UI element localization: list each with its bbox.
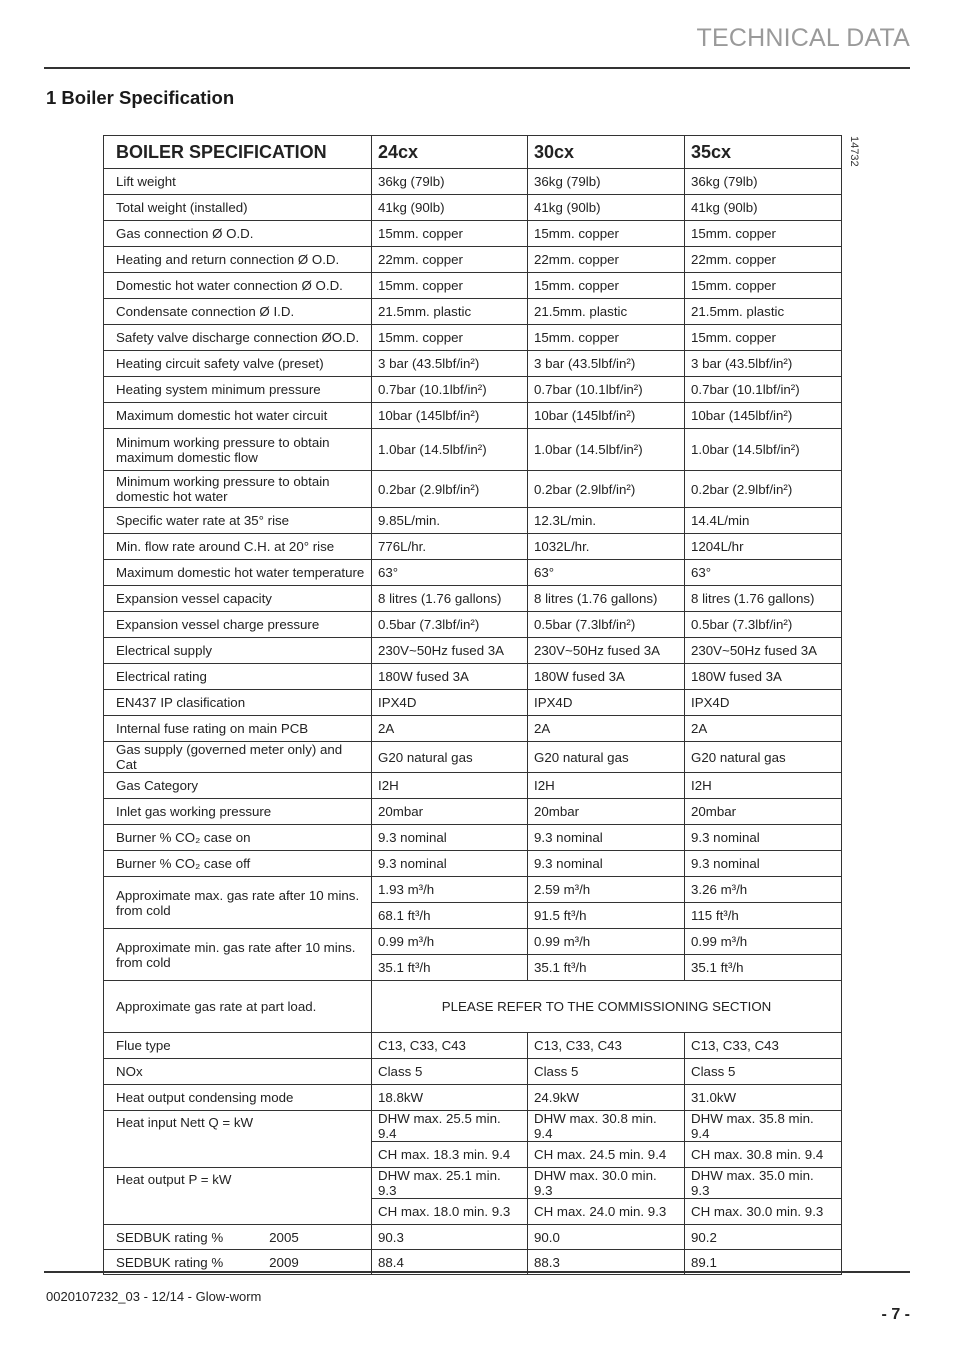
sedbuk-label: SEDBUK rating %: [116, 1254, 224, 1270]
header-30cx: 30cx: [528, 136, 685, 169]
cell-value: 9.3 nominal: [685, 825, 842, 851]
cell-value: 230V~50Hz fused 3A: [372, 638, 528, 664]
table-row: [104, 1225, 842, 1250]
table-row: [104, 508, 842, 534]
cell-value: 0.7bar (10.1lbf/in²): [372, 377, 528, 403]
cell-value: 18.8kW: [372, 1085, 528, 1111]
cell-value: C13, C33, C43: [528, 1033, 685, 1059]
row-label: Electrical rating: [104, 664, 372, 690]
table-row: [104, 351, 842, 377]
cell-value: IPX4D: [528, 690, 685, 716]
cell-value: 36kg (79lb): [528, 169, 685, 195]
cell-value: C13, C33, C43: [372, 1033, 528, 1059]
cell-value: 0.7bar (10.1lbf/in²): [685, 377, 842, 403]
cell-value: G20 natural gas: [685, 742, 842, 773]
table-row: [104, 825, 842, 851]
document-reference: 0020107232_03 - 12/14 - Glow-worm: [46, 1289, 262, 1304]
cell-value: 0.99 m³/h: [685, 929, 842, 955]
cell-value: 3.26 m³/h: [685, 877, 842, 903]
table-row: [104, 742, 842, 773]
row-label: Heat input Nett Q = kW: [104, 1111, 372, 1168]
cell-value: 230V~50Hz fused 3A: [685, 638, 842, 664]
cell-value: 15mm. copper: [372, 221, 528, 247]
cell-value: 15mm. copper: [372, 325, 528, 351]
cell-value: DHW max. 35.8 min. 9.4: [685, 1111, 842, 1142]
cell-value: 89.1: [685, 1250, 842, 1275]
header-rule: [44, 67, 910, 69]
cell-value: DHW max. 25.1 min. 9.3: [372, 1168, 528, 1199]
cell-value: 9.3 nominal: [685, 851, 842, 877]
cell-value: 8 litres (1.76 gallons): [372, 586, 528, 612]
cell-value: 1204L/hr: [685, 534, 842, 560]
cell-value: 8 litres (1.76 gallons): [528, 586, 685, 612]
sedbuk-year: 2009: [269, 1254, 299, 1270]
row-label: Heat output P = kW: [104, 1168, 372, 1225]
cell-value: DHW max. 35.0 min. 9.3: [685, 1168, 842, 1199]
cell-value: I2H: [372, 773, 528, 799]
cell-value: 90.2: [685, 1225, 842, 1250]
table-row: [104, 1111, 842, 1142]
table-row: [104, 664, 842, 690]
cell-value: 180W fused 3A: [528, 664, 685, 690]
cell-value: 63°: [528, 560, 685, 586]
cell-value: 2A: [685, 716, 842, 742]
row-label: Minimum working pressure to obtain maximum domestic flow: [104, 429, 372, 471]
row-label: Minimum working pressure to obtain domestic hot water: [104, 471, 372, 508]
cell-value: 63°: [372, 560, 528, 586]
table-row: [104, 169, 842, 195]
cell-value: 35.1 ft³/h: [528, 955, 685, 981]
cell-value: 0.5bar (7.3lbf/in²): [685, 612, 842, 638]
cell-value: 9.3 nominal: [372, 825, 528, 851]
cell-value: 22mm. copper: [372, 247, 528, 273]
cell-value: 15mm. copper: [528, 273, 685, 299]
cell-value: CH max. 30.8 min. 9.4: [685, 1142, 842, 1168]
row-label: Condensate connection Ø I.D.: [104, 299, 372, 325]
cell-value: CH max. 30.0 min. 9.3: [685, 1199, 842, 1225]
cell-value: 15mm. copper: [528, 221, 685, 247]
cell-value: IPX4D: [685, 690, 842, 716]
cell-value: IPX4D: [372, 690, 528, 716]
page-header-title: TECHNICAL DATA: [696, 24, 910, 52]
table-row: [104, 471, 842, 508]
cell-value: 2A: [372, 716, 528, 742]
row-label: Burner % CO₂ case off: [104, 851, 372, 877]
cell-value: 0.7bar (10.1lbf/in²): [528, 377, 685, 403]
row-label: Burner % CO₂ case on: [104, 825, 372, 851]
table-row: [104, 690, 842, 716]
row-label: EN437 IP clasification: [104, 690, 372, 716]
cell-value: 0.2bar (2.9lbf/in²): [528, 471, 685, 508]
boiler-spec-table: [103, 135, 842, 1275]
table-row: [104, 851, 842, 877]
cell-value: I2H: [685, 773, 842, 799]
cell-value: 91.5 ft³/h: [528, 903, 685, 929]
cell-value: 15mm. copper: [528, 325, 685, 351]
table-row: [104, 1085, 842, 1111]
cell-value: 21.5mm. plastic: [528, 299, 685, 325]
cell-value: 0.2bar (2.9lbf/in²): [685, 471, 842, 508]
row-label: Internal fuse rating on main PCB: [104, 716, 372, 742]
row-label: Maximum domestic hot water circuit: [104, 403, 372, 429]
cell-value: 20mbar: [685, 799, 842, 825]
table-row: [104, 403, 842, 429]
table-row: [104, 273, 842, 299]
cell-value: 41kg (90lb): [528, 195, 685, 221]
row-label: Expansion vessel charge pressure: [104, 612, 372, 638]
cell-value: 3 bar (43.5lbf/in²): [685, 351, 842, 377]
table-row: [104, 586, 842, 612]
table-row: [104, 221, 842, 247]
cell-value: 10bar (145lbf/in²): [372, 403, 528, 429]
cell-value: 8 litres (1.76 gallons): [685, 586, 842, 612]
cell-value: 1.0bar (14.5lbf/in²): [685, 429, 842, 471]
header-spec: BOILER SPECIFICATION: [104, 136, 372, 169]
page-number: - 7 -: [881, 1306, 910, 1323]
cell-value: 1032L/hr.: [528, 534, 685, 560]
table-row: [104, 1168, 842, 1199]
row-label: Expansion vessel capacity: [104, 586, 372, 612]
cell-value: 21.5mm. plastic: [372, 299, 528, 325]
header-35cx: 35cx: [685, 136, 842, 169]
cell-value: 0.99 m³/h: [528, 929, 685, 955]
cell-value: 2.59 m³/h: [528, 877, 685, 903]
cell-value: 180W fused 3A: [372, 664, 528, 690]
cell-value: 15mm. copper: [685, 273, 842, 299]
cell-value: DHW max. 25.5 min. 9.4: [372, 1111, 528, 1142]
table-row: [104, 377, 842, 403]
cell-value: 88.3: [528, 1250, 685, 1275]
cell-value: 22mm. copper: [528, 247, 685, 273]
sedbuk-year: 2005: [269, 1229, 299, 1245]
table-row: [104, 1059, 842, 1085]
cell-value: C13, C33, C43: [685, 1033, 842, 1059]
cell-value: 2A: [528, 716, 685, 742]
cell-value: 776L/hr.: [372, 534, 528, 560]
cell-value: 41kg (90lb): [685, 195, 842, 221]
cell-value: 36kg (79lb): [685, 169, 842, 195]
cell-value: 90.3: [372, 1225, 528, 1250]
cell-value: 1.0bar (14.5lbf/in²): [372, 429, 528, 471]
table-row: [104, 981, 842, 1033]
cell-value: DHW max. 30.0 min. 9.3: [528, 1168, 685, 1199]
cell-value: 1.93 m³/h: [372, 877, 528, 903]
cell-value: G20 natural gas: [528, 742, 685, 773]
table-row: [104, 929, 842, 955]
cell-value: 68.1 ft³/h: [372, 903, 528, 929]
cell-value: 0.5bar (7.3lbf/in²): [528, 612, 685, 638]
cell-value: CH max. 24.5 min. 9.4: [528, 1142, 685, 1168]
cell-value: 9.3 nominal: [372, 851, 528, 877]
row-label: Heating circuit safety valve (preset): [104, 351, 372, 377]
cell-value: 9.85L/min.: [372, 508, 528, 534]
cell-value: 90.0: [528, 1225, 685, 1250]
cell-value: 10bar (145lbf/in²): [528, 403, 685, 429]
cell-value: 24.9kW: [528, 1085, 685, 1111]
header-24cx: 24cx: [372, 136, 528, 169]
table-row: [104, 773, 842, 799]
sedbuk-label: SEDBUK rating %: [116, 1229, 224, 1245]
row-label: Flue type: [104, 1033, 372, 1059]
table-row: [104, 429, 842, 471]
row-label: Total weight (installed): [104, 195, 372, 221]
cell-value: Class 5: [528, 1059, 685, 1085]
cell-value: 12.3L/min.: [528, 508, 685, 534]
footer-rule: [44, 1271, 910, 1273]
cell-value: 63°: [685, 560, 842, 586]
cell-value: 22mm. copper: [685, 247, 842, 273]
row-label: [104, 1225, 372, 1250]
row-label: Approximate max. gas rate after 10 mins. from cold: [104, 877, 372, 929]
cell-value: 21.5mm. plastic: [685, 299, 842, 325]
cell-value: 41kg (90lb): [372, 195, 528, 221]
cell-value: Class 5: [685, 1059, 842, 1085]
table-row: [104, 1033, 842, 1059]
cell-value: 9.3 nominal: [528, 825, 685, 851]
cell-value: 14.4L/min: [685, 508, 842, 534]
table-row: [104, 877, 842, 903]
table-row: [104, 612, 842, 638]
cell-value: 15mm. copper: [372, 273, 528, 299]
cell-value: 88.4: [372, 1250, 528, 1275]
cell-value: 31.0kW: [685, 1085, 842, 1111]
cell-value: 115 ft³/h: [685, 903, 842, 929]
cell-value: 35.1 ft³/h: [685, 955, 842, 981]
table-row: [104, 247, 842, 273]
row-label: Inlet gas working pressure: [104, 799, 372, 825]
table-header-row: [104, 136, 842, 169]
cell-value: CH max. 18.3 min. 9.4: [372, 1142, 528, 1168]
cell-value: 15mm. copper: [685, 325, 842, 351]
commissioning-note: PLEASE REFER TO THE COMMISSIONING SECTION: [372, 981, 842, 1033]
table-row: [104, 299, 842, 325]
figure-code: 14732: [848, 136, 860, 167]
cell-value: 15mm. copper: [685, 221, 842, 247]
row-label: NOx: [104, 1059, 372, 1085]
table-row: [104, 799, 842, 825]
cell-value: 10bar (145lbf/in²): [685, 403, 842, 429]
row-label: Gas Category: [104, 773, 372, 799]
cell-value: 9.3 nominal: [528, 851, 685, 877]
cell-value: 0.99 m³/h: [372, 929, 528, 955]
cell-value: Class 5: [372, 1059, 528, 1085]
row-label: Approximate min. gas rate after 10 mins. from cold: [104, 929, 372, 981]
cell-value: 20mbar: [528, 799, 685, 825]
cell-value: CH max. 24.0 min. 9.3: [528, 1199, 685, 1225]
row-label: Safety valve discharge connection ØO.D.: [104, 325, 372, 351]
row-label: Approximate gas rate at part load.: [104, 981, 372, 1033]
cell-value: 230V~50Hz fused 3A: [528, 638, 685, 664]
cell-value: 1.0bar (14.5lbf/in²): [528, 429, 685, 471]
cell-value: 180W fused 3A: [685, 664, 842, 690]
row-label: Min. flow rate around C.H. at 20° rise: [104, 534, 372, 560]
table-row: [104, 638, 842, 664]
cell-value: CH max. 18.0 min. 9.3: [372, 1199, 528, 1225]
table-row: [104, 534, 842, 560]
cell-value: 0.2bar (2.9lbf/in²): [372, 471, 528, 508]
row-label: Maximum domestic hot water temperature: [104, 560, 372, 586]
section-title: 1 Boiler Specification: [46, 87, 235, 108]
cell-value: G20 natural gas: [372, 742, 528, 773]
row-label: Gas supply (governed meter only) and Cat: [104, 742, 372, 773]
row-label: Heat output condensing mode: [104, 1085, 372, 1111]
row-label: Gas connection Ø O.D.: [104, 221, 372, 247]
row-label: Lift weight: [104, 169, 372, 195]
row-label: Heating system minimum pressure: [104, 377, 372, 403]
row-label: Electrical supply: [104, 638, 372, 664]
cell-value: 35.1 ft³/h: [372, 955, 528, 981]
cell-value: DHW max. 30.8 min. 9.4: [528, 1111, 685, 1142]
cell-value: 20mbar: [372, 799, 528, 825]
row-label: Heating and return connection Ø O.D.: [104, 247, 372, 273]
table-row: [104, 195, 842, 221]
cell-value: 3 bar (43.5lbf/in²): [528, 351, 685, 377]
table-row: [104, 325, 842, 351]
row-label: Specific water rate at 35° rise: [104, 508, 372, 534]
table-row: [104, 716, 842, 742]
row-label: Domestic hot water connection Ø O.D.: [104, 273, 372, 299]
cell-value: 36kg (79lb): [372, 169, 528, 195]
cell-value: 0.5bar (7.3lbf/in²): [372, 612, 528, 638]
cell-value: 3 bar (43.5lbf/in²): [372, 351, 528, 377]
cell-value: I2H: [528, 773, 685, 799]
table-row: [104, 560, 842, 586]
